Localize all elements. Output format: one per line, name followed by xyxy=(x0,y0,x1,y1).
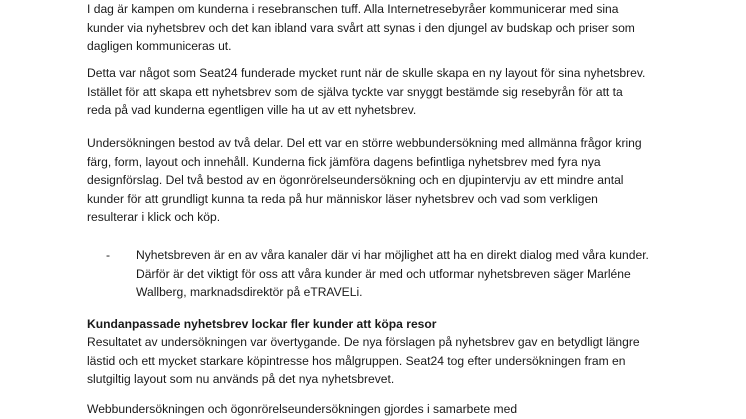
bullet-text xyxy=(136,246,696,302)
text-line: färg, form, layout och innehåll. Kunderna fick jämföra dagens befintliga nyhetsbrev med fyra nya xyxy=(87,154,601,169)
text-line: lästid och ett mycket starkare köpintresse hos målgruppen. Seat24 tog efter undersökningen fram en xyxy=(87,353,626,368)
text-line: Istället för att skapa ett nyhetsbrev som de själva tyckte var snyggt bestämde sig resebyrån för att ta xyxy=(87,84,623,99)
text-line: dagligen kommuniceras ut. xyxy=(87,39,232,53)
text-line: Därför är det viktigt för oss att våra kunder är med och utformar nyhetsbreven säger Marléne xyxy=(136,266,631,281)
text-line: designförslag. Del två bestod av en ögonrörelseundersökning och en djupintervju av ett mindre antal xyxy=(87,173,624,187)
text-line: resulterar i klick och köp. xyxy=(87,210,221,224)
text-line: Resultatet av undersökningen var övertygande. De nya förslagen på nyhetsbrev gav en betydligt längre xyxy=(87,335,640,349)
section-heading: Kundanpassade nyhetsbrev lockar fler kunder att köpa resor xyxy=(87,317,437,331)
text-line: I dag är kampen om kunderna i resebranschen tuff. Alla Internetresebyråer kommunicerar med sina xyxy=(87,2,619,16)
text-line: Detta var något som Seat24 funderade mycket runt när de skulle skapa en ny layout för sina nyhetsbrev. xyxy=(87,66,646,80)
seat24-paragraph xyxy=(87,64,687,120)
text-line: Wallberg, marknadsdirektör på eTRAVELi. xyxy=(136,285,363,299)
bullet-marker: - xyxy=(106,248,111,262)
text-line: reda på vad kunderna egentligen ville ha ut av ett nyhetsbrev. xyxy=(87,103,417,117)
text-line: kunder för att grundligt kunna ta reda på hur människor läser nyhetsbrev och vad som verkligen xyxy=(87,191,598,206)
text-line: kunder via nyhetsbrev och det kan ibland vara svårt att synas i den djungel av budskap och priser som xyxy=(87,20,635,35)
text-line: Nyhetsbreven är en av våra kanaler där vi har möjlighet att ha en direkt dialog med våra kunder. xyxy=(136,248,649,262)
text-line: slutgiltig layout som nu används på det nya nyhetsbrevet. xyxy=(87,372,395,386)
survey-paragraph xyxy=(87,134,687,227)
result-paragraph xyxy=(87,333,687,389)
intro-paragraph xyxy=(87,0,687,56)
text-line: Undersökningen bestod av två delar. Del ett var en större webbundersökning med allmänna frågor kring xyxy=(87,136,642,150)
text-line: Webbundersökningen och ögonrörelseundersökningen gjordes i samarbete med xyxy=(87,402,518,416)
closing-paragraph xyxy=(87,400,687,419)
